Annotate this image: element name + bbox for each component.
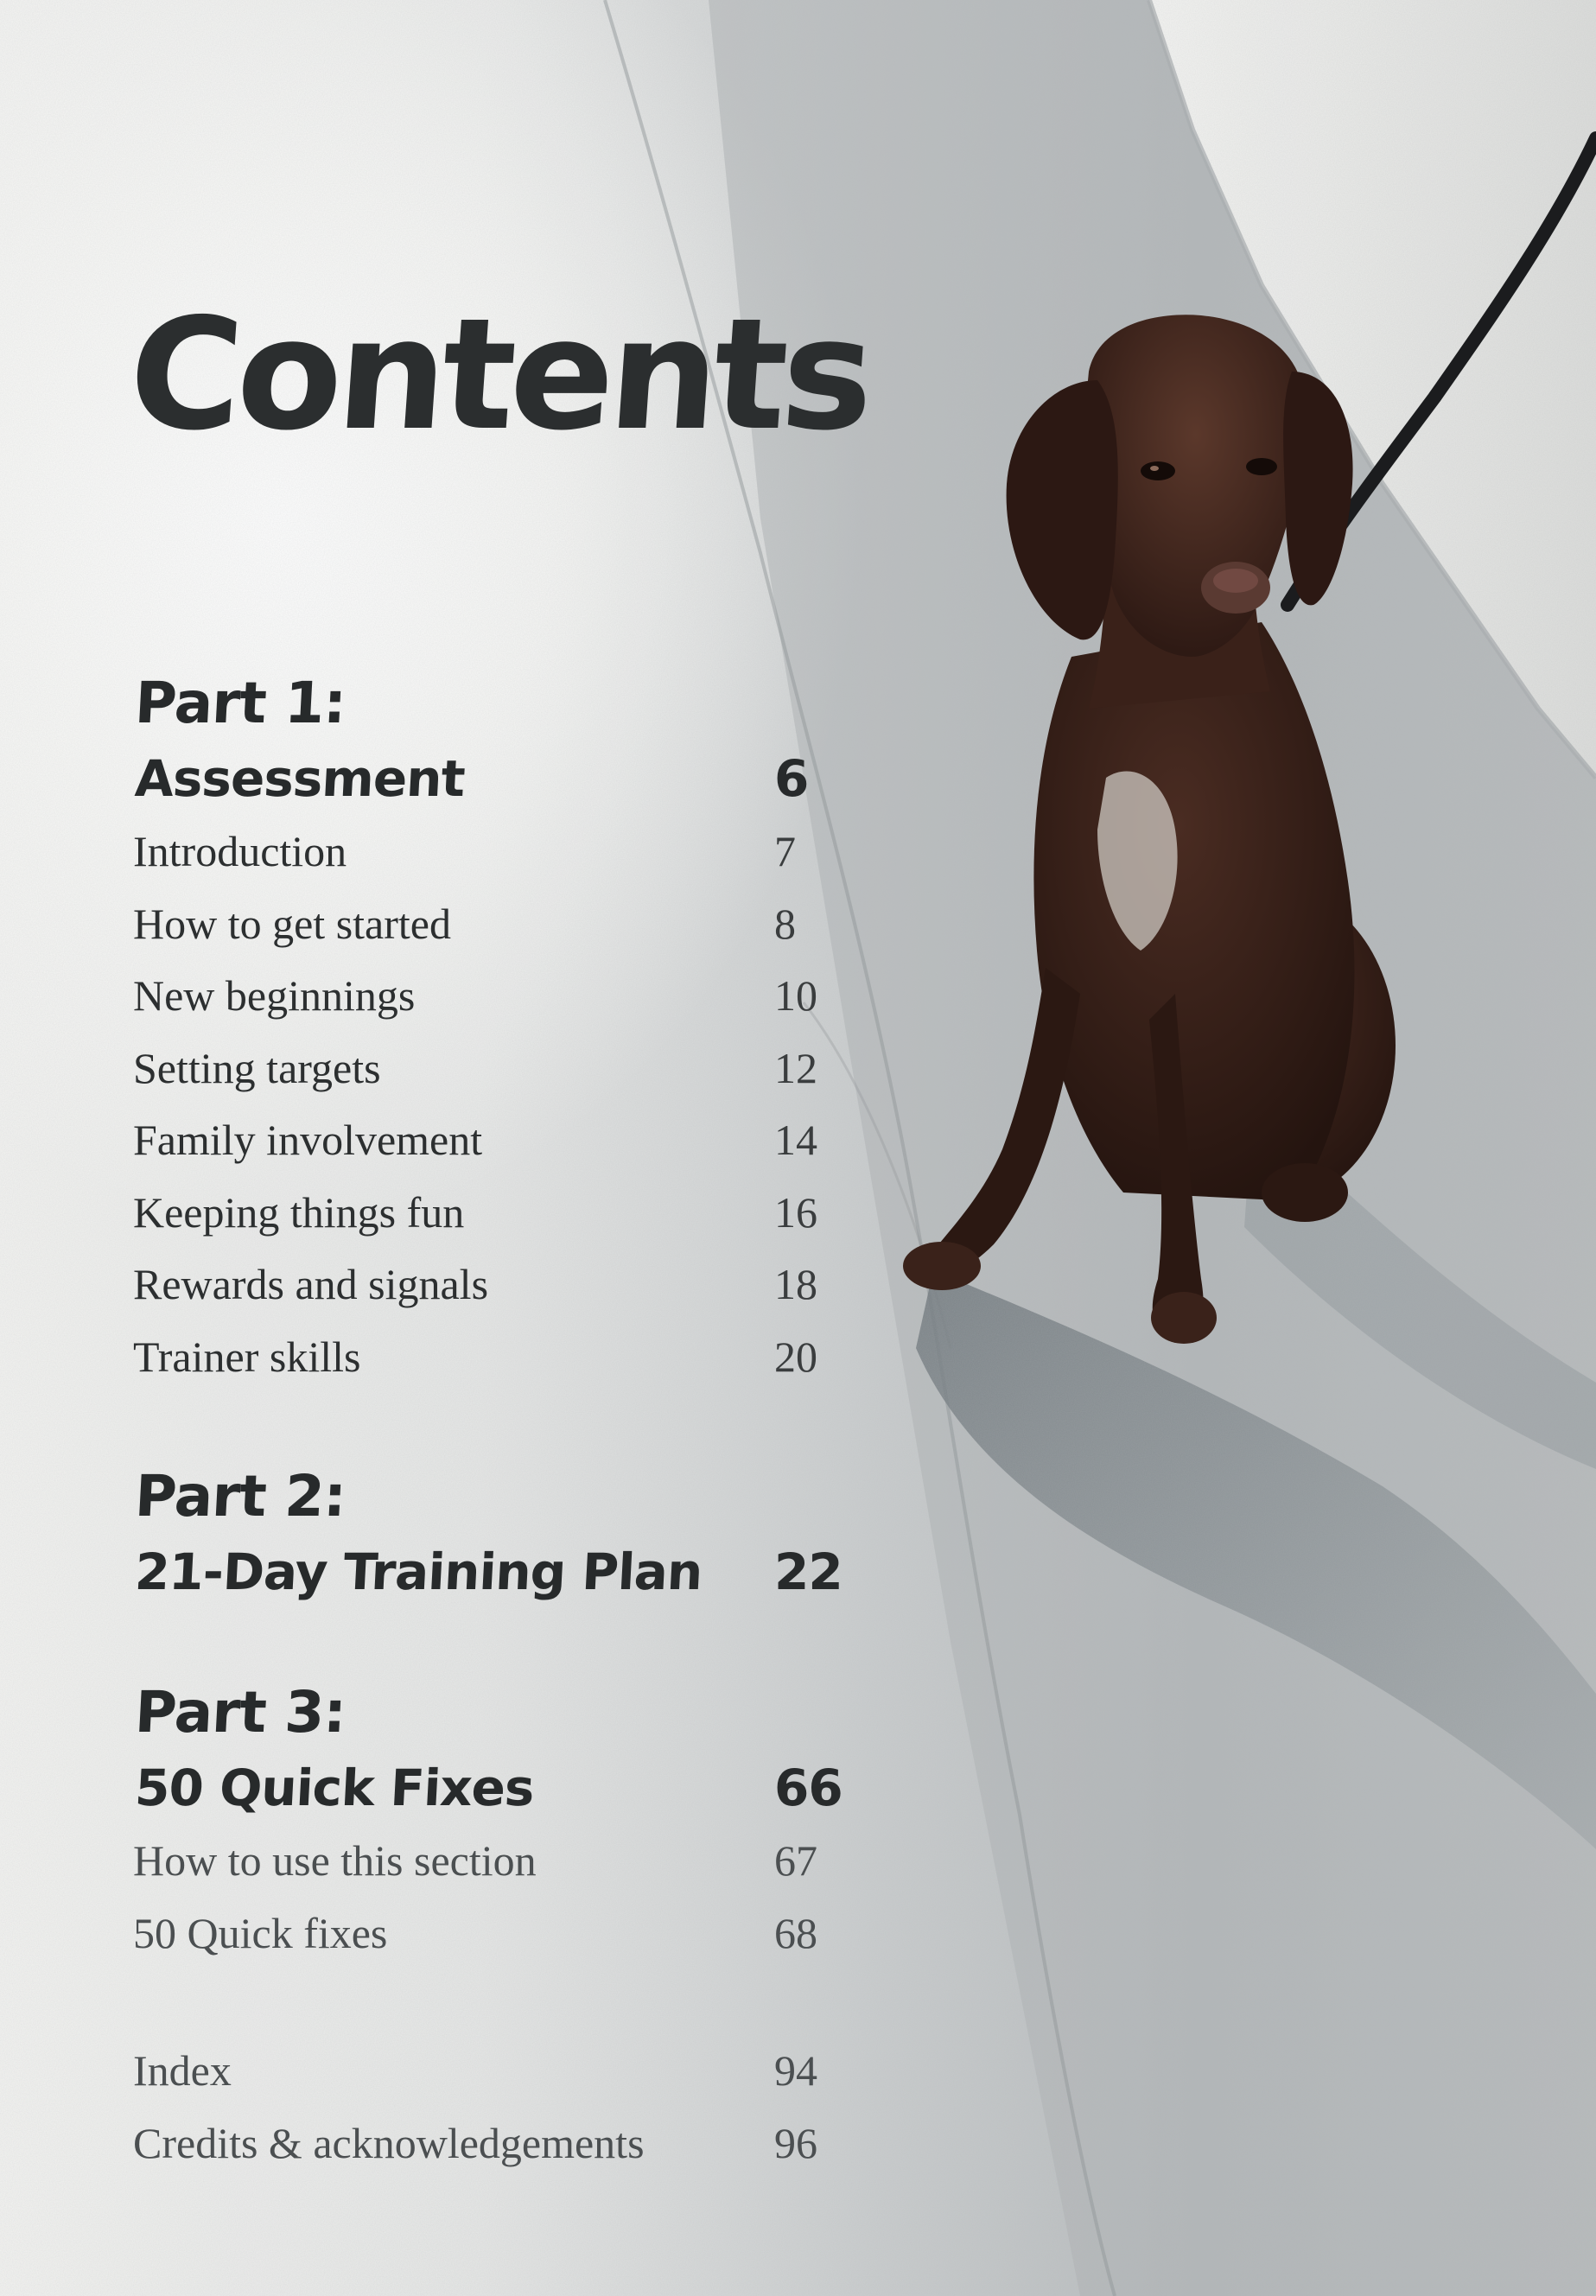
entry-title: Setting targets [133, 1043, 381, 1092]
toc-entry[interactable] [133, 1898, 852, 1970]
entry-page-number: 16 [774, 1187, 817, 1237]
entry-title: Rewards and signals [133, 1260, 489, 1308]
toc-entry-credits[interactable] [133, 2108, 852, 2180]
entry-page-number: 7 [774, 827, 796, 875]
toc-entry[interactable] [133, 888, 852, 961]
part-label: Part 2: [133, 1463, 347, 1530]
back-matter [133, 2035, 893, 2179]
toc-entry[interactable] [133, 960, 852, 1033]
entry-page-number: 14 [774, 1116, 817, 1164]
entry-title: Family involvement [133, 1116, 483, 1164]
part-3 [133, 1675, 893, 1969]
entry-page-number: 20 [774, 1332, 817, 1381]
entry-page-number: 10 [774, 971, 817, 1020]
entry-page-number: 12 [774, 1043, 817, 1092]
entry-title: Keeping things fun [133, 1187, 465, 1237]
entry-title: Trainer skills [133, 1332, 361, 1381]
entry-page-number: 67 [774, 1836, 817, 1885]
part-heading[interactable] [133, 741, 852, 816]
entry-title: How to get started [133, 899, 451, 948]
part-2 [133, 1459, 893, 1609]
entry-page-number: 94 [774, 2046, 817, 2095]
toc-entry-index[interactable] [133, 2035, 852, 2108]
table-of-contents [133, 665, 893, 2179]
entry-title: New beginnings [133, 971, 416, 1020]
part-page-number: 66 [774, 1759, 843, 1817]
part-page-number: 6 [774, 749, 809, 808]
part-heading[interactable] [133, 1751, 852, 1825]
entry-page-number: 96 [774, 2118, 817, 2167]
entry-title: Index [133, 2046, 232, 2095]
part-label: Part 3: [133, 1679, 347, 1746]
entry-title: 50 Quick fixes [133, 1908, 388, 1957]
entry-title: Credits & acknowledgements [133, 2118, 645, 2167]
entry-page-number: 8 [774, 899, 796, 948]
toc-entry[interactable] [133, 1825, 852, 1898]
entry-title: Introduction [133, 827, 347, 875]
toc-entry[interactable] [133, 1321, 852, 1394]
entry-title: How to use this section [133, 1836, 537, 1885]
page-title: Contents [123, 285, 875, 464]
toc-entry[interactable] [133, 1104, 852, 1177]
part-1 [133, 665, 893, 1393]
part-title: 21-Day Training Plan [133, 1542, 704, 1601]
part-title: 50 Quick Fixes [133, 1759, 536, 1817]
toc-entry[interactable] [133, 1249, 852, 1321]
entry-page-number: 18 [774, 1260, 817, 1308]
part-heading[interactable] [133, 1535, 852, 1609]
toc-entry[interactable] [133, 816, 852, 888]
part-title: Assessment [133, 749, 467, 808]
entry-page-number: 68 [774, 1908, 817, 1957]
part-page-number: 22 [774, 1542, 843, 1601]
toc-entry[interactable] [133, 1177, 852, 1250]
toc-entry[interactable] [133, 1033, 852, 1105]
part-label: Part 1: [133, 670, 347, 736]
